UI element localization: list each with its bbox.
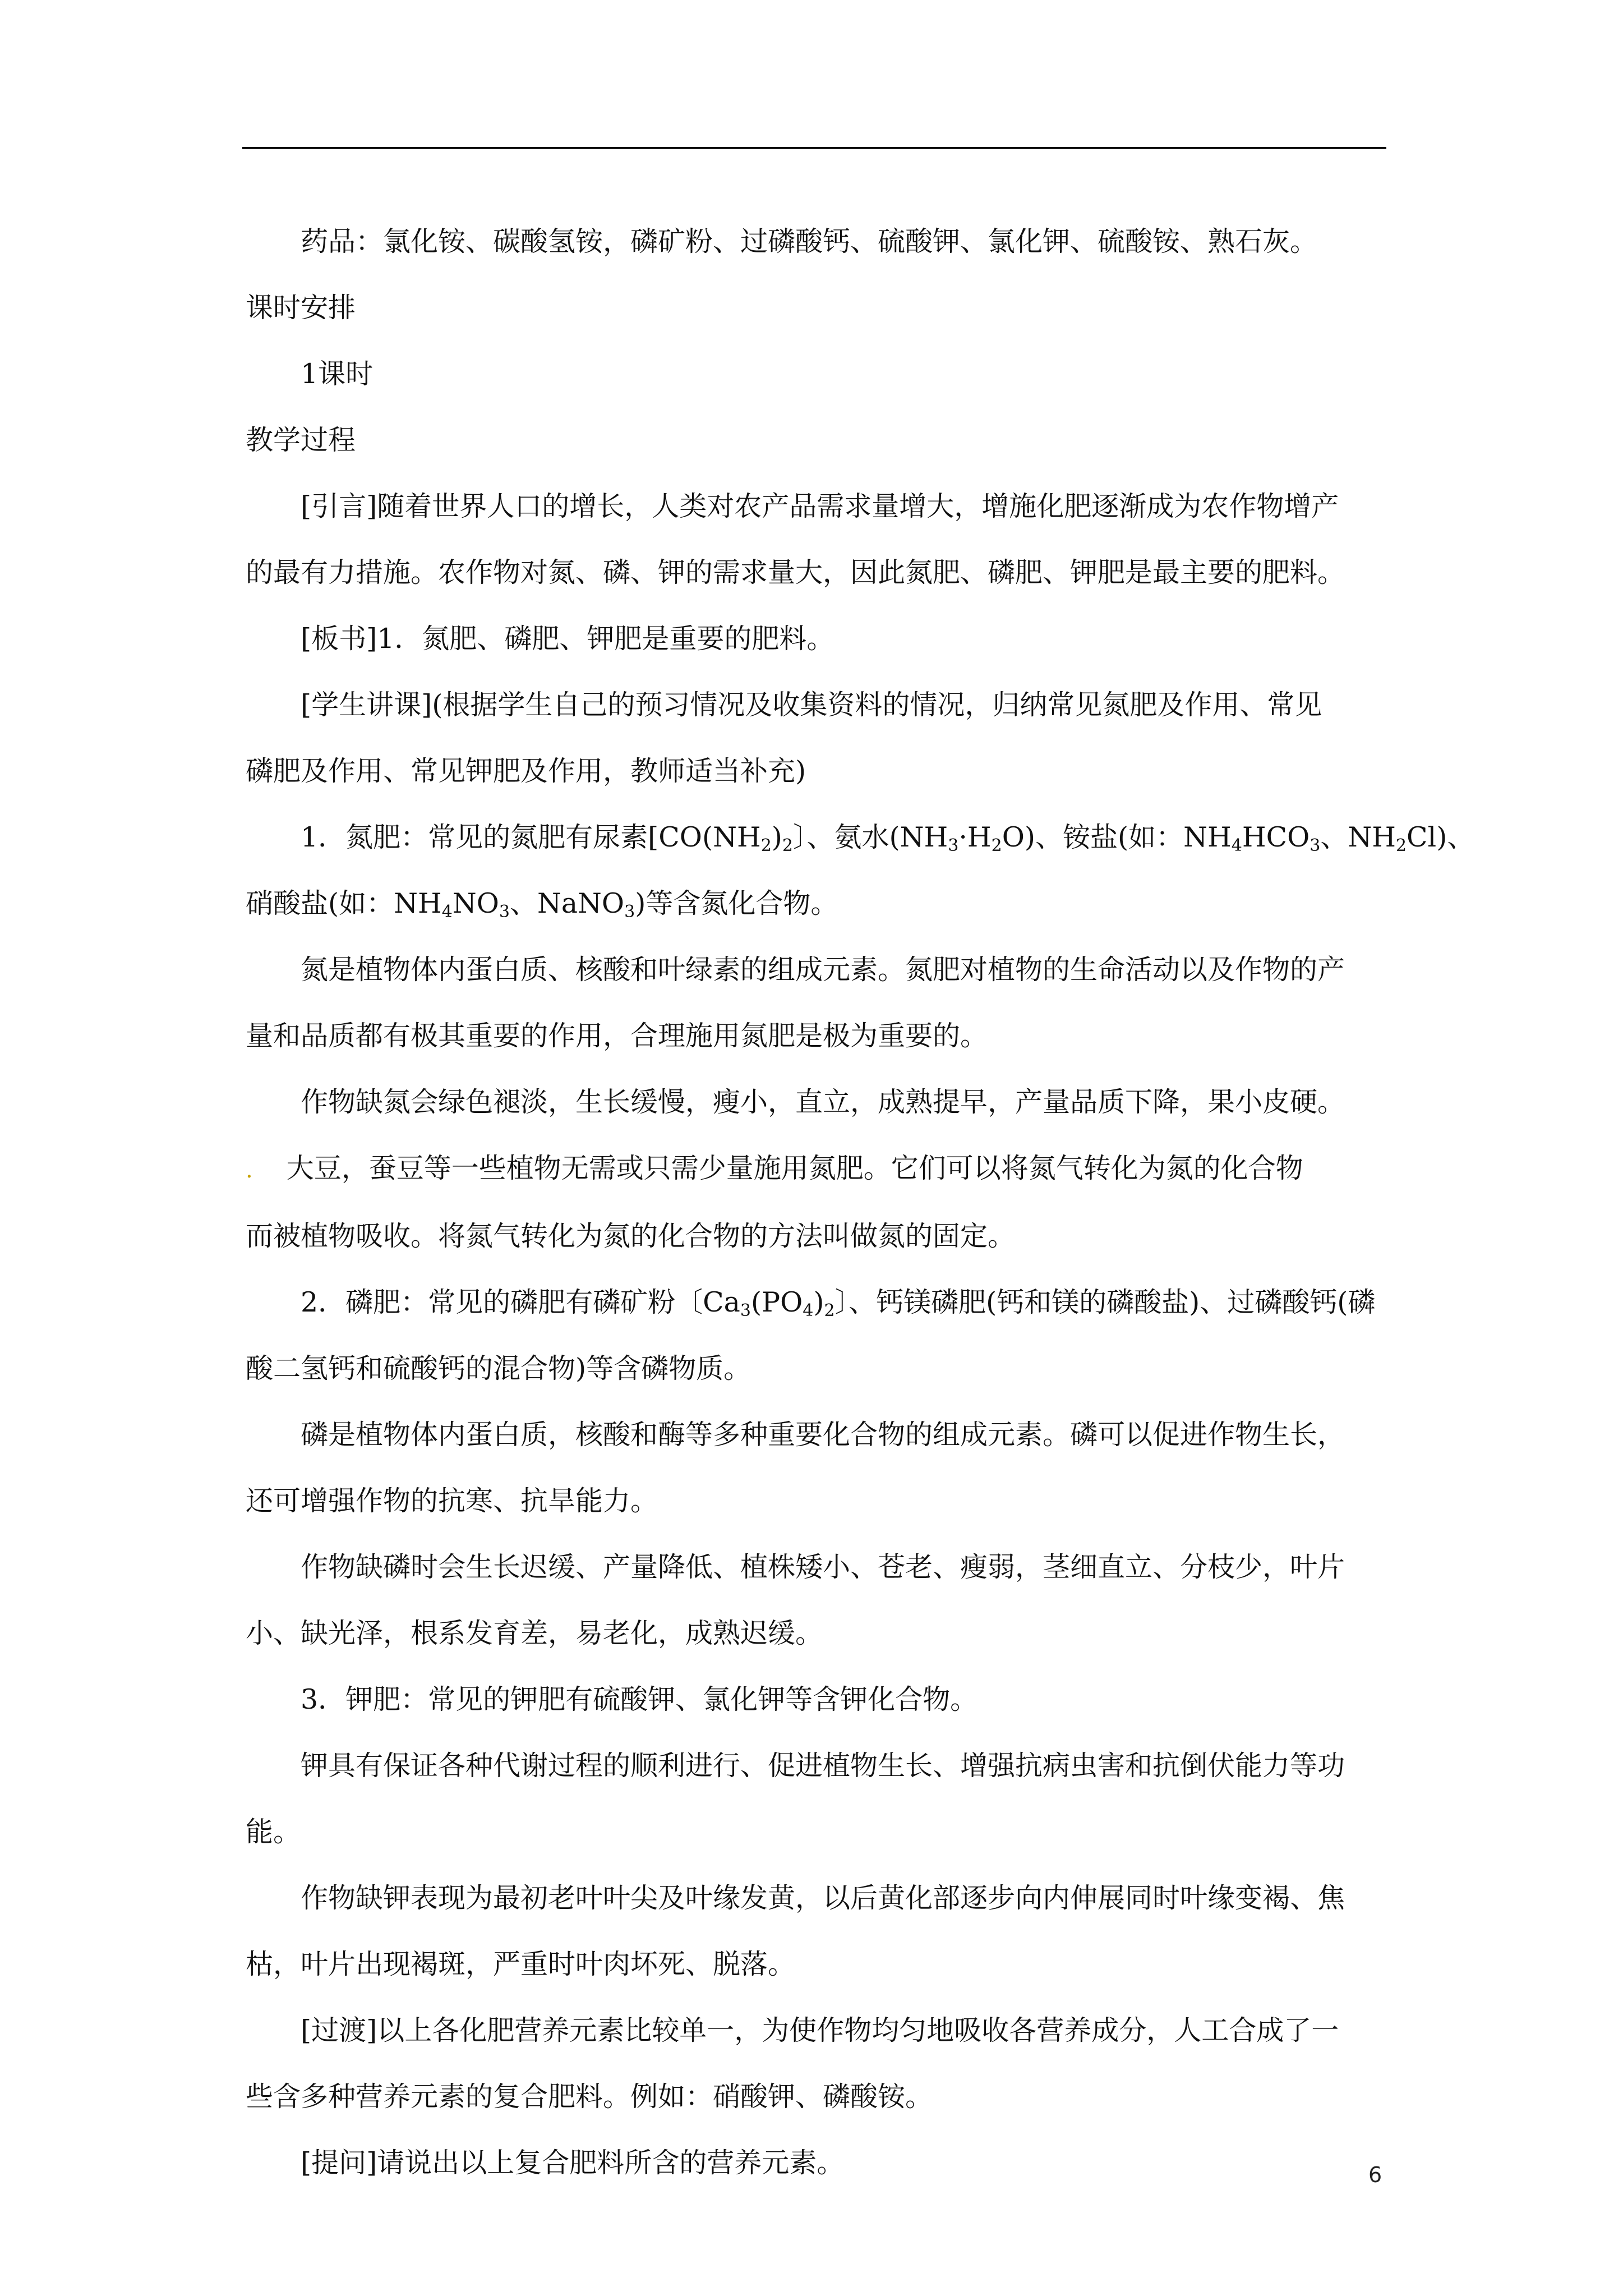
transition-line-2: 些含多种营养元素的复合肥料。例如：硝酸钾、磷酸铵。: [246, 2081, 933, 2113]
student-lecture-line-2: 磷肥及作用、常见钾肥及作用，教师适当补充): [246, 755, 806, 787]
page-number: 6: [1368, 2162, 1382, 2187]
phosphorus-deficiency-line-2: 小、缺光泽，根系发育差，易老化，成熟迟缓。: [246, 1617, 823, 1649]
document-body: [246, 209, 1475, 2196]
potassium-deficiency-line-1: 作物缺钾表现为最初老叶叶尖及叶缘发黄，以后黄化部逐步向内伸展同时叶缘变褐、焦: [301, 1882, 1345, 1914]
potash-fertilizer: 3．钾肥：常见的钾肥有硫酸钾、氯化钾等含钾化合物。: [301, 1683, 978, 1715]
stray-dot-mark: .: [246, 1157, 253, 1183]
schedule-value: 1课时: [301, 358, 374, 390]
intro-line-1: [引言]随着世界人口的增长，人类对农产品需求量增大，增施化肥逐渐成为农作物增产: [301, 490, 1339, 522]
question-line: [提问]请说出以上复合肥料所含的营养元素。: [301, 2147, 845, 2179]
potassium-role-line-2: 能。: [246, 1816, 301, 1848]
section-heading-schedule: 课时安排: [246, 292, 356, 324]
header-rule: [242, 147, 1386, 149]
board-note: [板书]1．氮肥、磷肥、钾肥是重要的肥料。: [301, 623, 834, 655]
potassium-role-line-1: 钾具有保证各种代谢过程的顺利进行、促进植物生长、增强抗病虫害和抗倒伏能力等功: [301, 1750, 1345, 1782]
potassium-deficiency-line-2: 枯，叶片出现褐斑，严重时叶肉坏死、脱落。: [246, 1948, 796, 1980]
intro-line-2: 的最有力措施。农作物对氮、磷、钾的需求量大，因此氮肥、磷肥、钾肥是最主要的肥料。: [246, 556, 1345, 588]
nitrogen-deficiency: 作物缺氮会绿色褪淡，生长缓慢，瘦小，直立，成熟提早，产量品质下降，果小皮硬。: [301, 1086, 1345, 1118]
nitrogen-role-line-2: 量和品质都有极其重要的作用，合理施用氮肥是极为重要的。: [246, 1020, 988, 1052]
section-heading-process: 教学过程: [246, 424, 356, 456]
reagents-line: 药品：氯化铵、碳酸氢铵，磷矿粉、过磷酸钙、硫酸钾、氯化钾、硫酸铵、熟石灰。: [301, 226, 1318, 257]
nitrogen-fertilizer-line-1: 1．氮肥：常见的氮肥有尿素[$CO(NH_2)_2$〕、氨水$(NH_3\cdot H_2O)$、铵盐(如：$NH_4HCO_3$、$NH_2Cl$)、: [301, 821, 1475, 855]
phosphate-fertilizer-line-1: 2．磷肥：常见的磷肥有磷矿粉〔$Ca_3(PO_4)_2$〕、钙镁磷肥(钙和镁的磷酸盐)、过磷酸钙(磷: [301, 1286, 1376, 1320]
phosphorus-role-line-2: 还可增强作物的抗寒、抗旱能力。: [246, 1485, 658, 1517]
phosphorus-role-line-1: 磷是植物体内蛋白质，核酸和酶等多种重要化合物的组成元素。磷可以促进作物生长，: [301, 1419, 1345, 1451]
phosphorus-deficiency-line-1: 作物缺磷时会生长迟缓、产量降低、植株矮小、苍老、瘦弱，茎细直立、分枝少，叶片: [301, 1551, 1345, 1583]
nitrogen-fixation-line-2: 而被植物吸收。将氮气转化为氮的化合物的方法叫做氮的固定。: [246, 1220, 1016, 1252]
nitrogen-role-line-1: 氮是植物体内蛋白质、核酸和叶绿素的组成元素。氮肥对植物的生命活动以及作物的产: [301, 954, 1345, 986]
nitrogen-fertilizer-line-2: 硝酸盐(如：$NH_4NO_3$、NaNO$_3$)等含氮化合物。: [246, 887, 838, 922]
student-lecture-line-1: [学生讲课](根据学生自己的预习情况及收集资料的情况，归纳常见氮肥及作用、常见: [301, 689, 1322, 721]
transition-line-1: [过渡]以上各化肥营养元素比较单一，为使作物均匀地吸收各营养成分，人工合成了一: [301, 2014, 1339, 2046]
nitrogen-fixation-line-1: . 大豆，蚕豆等一些植物无需或只需少量施用氮肥。它们可以将氮气转化为氮的化合物: [246, 1152, 1303, 1184]
phosphate-fertilizer-line-2: 酸二氢钙和硫酸钙的混合物)等含磷物质。: [246, 1352, 751, 1384]
